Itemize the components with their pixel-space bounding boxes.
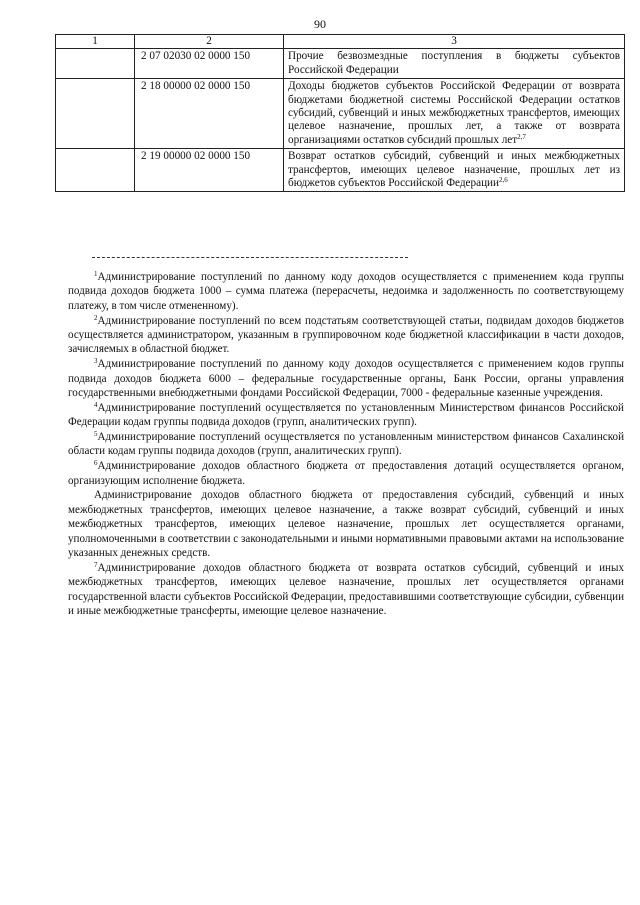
row-code-cell: 2 18 00000 02 0000 150 bbox=[135, 79, 284, 149]
footnote-7 bbox=[68, 561, 624, 619]
footnote-mark: 1 bbox=[94, 270, 98, 278]
column-header-2: 2 bbox=[135, 35, 284, 49]
row-description-cell bbox=[284, 49, 625, 79]
table-row bbox=[56, 49, 625, 79]
row-code-cell: 2 07 02030 02 0000 150 bbox=[135, 49, 284, 79]
footnote-mark: 4 bbox=[94, 400, 98, 409]
row-description-cell bbox=[284, 149, 625, 192]
footnote-text: Администрирование доходов областного бюджета от предоставления дотаций осуществляется органом, организующим исполнение бюджета. bbox=[68, 460, 624, 487]
row-admin-cell bbox=[56, 79, 135, 149]
row-description-text: Прочие безвозмездные поступления в бюджеты субъектов Российской Федерации bbox=[288, 50, 620, 76]
column-header-1: 1 bbox=[56, 35, 135, 49]
footnote-text: Администрирование доходов областного бюджета от возврата остатков субсидий, субвенций и иных межбюджетных трансфертов, имеющих целевое назначение, прошлых лет осуществляется органами государственной власти субъектов Российской Федерации, предоставившими соответствующие субсидии, субвенции и иные межбюджетные трансферты, имеющие целевое назначение. bbox=[68, 561, 625, 618]
footnote-text: Администрирование поступлений осуществляется по установленным Министерством финансов Российской Федерации кодам группы подвида доходов (групп, аналитических групп). bbox=[68, 401, 624, 429]
footnote-2 bbox=[68, 314, 624, 357]
row-footnote-ref: 2,6 bbox=[499, 176, 508, 185]
footnote-6-continuation bbox=[68, 488, 624, 560]
table-row bbox=[56, 149, 625, 192]
footnote-4 bbox=[68, 401, 624, 430]
table-header-row bbox=[56, 35, 625, 49]
table-row bbox=[56, 79, 625, 149]
row-footnote-ref: 2,7 bbox=[517, 132, 526, 141]
footnote-text: Администрирование поступлений осуществляется по установленным министерством финансов Сахалинской области кодам группы подвида доходов (групп, аналитических групп). bbox=[68, 431, 624, 458]
row-description-text: Возврат остатков субсидий, субвенций и иных межбюджетных трансфертов, имеющих целевое назначение, прошлых лет из бюджетов субъектов Российской Федерации bbox=[288, 150, 620, 190]
footnote-text: Администрирование поступлений по данному коду доходов осуществляется с применением кодов группы подвида доходов бюджета 6000 – федеральные государственные органы, Банк России, органы управления государственными внебюджетными фондами Российской Федерации, 7000 - федеральные казенные учреждения. bbox=[68, 358, 624, 400]
column-header-3: 3 bbox=[284, 35, 625, 49]
row-code-cell: 2 19 00000 02 0000 150 bbox=[135, 149, 284, 192]
page-number: 90 bbox=[314, 17, 326, 31]
footnote-6 bbox=[68, 459, 624, 488]
revenue-codes-table bbox=[55, 34, 625, 192]
row-description-text: Доходы бюджетов субъектов Российской Федерации от возврата бюджетами бюджетной системы Российской Федерации остатков субсидий, субвенций и иных межбюджетных трансфертов, имеющих целевое назначение, прошлых лет, а также от возврата организациями остатков субсидий прошлых лет bbox=[288, 80, 620, 146]
footnote-5 bbox=[68, 430, 624, 459]
footnotes bbox=[68, 270, 624, 619]
footnote-text: Администрирование доходов областного бюджета от предоставления субсидий, субвенций и иных межбюджетных трансфертов, имеющих целевое назначение, а также возврат субсидий, субвенций и иных межбюджетных трансфертов, имеющих целевое назначение, прошлых лет осуществляется органами, уполномоченными в соответствии с законодательными и иными нормативными правовыми актами на использование указанных денежных средств. bbox=[68, 489, 624, 560]
footnote-1 bbox=[68, 270, 624, 313]
footnote-mark: 2 bbox=[94, 313, 98, 322]
footnote-separator bbox=[92, 257, 408, 258]
footnote-mark: 3 bbox=[94, 357, 98, 366]
footnote-text: Администрирование поступлений по всем подстатьям соответствующей статьи, подвидам доходов бюджетов осуществляется администратором, указанным в группировочном коде бюджетной классификации в части доходов, зачисляемых в областной бюджет. bbox=[68, 314, 624, 356]
footnote-text: Администрирование поступлений по данному коду доходов осуществляется с применением кода группы подвида доходов бюджета 1000 – сумма платежа (перерасчеты, недоимка и задолженность по соответствующему платежу, в том числе отмененному). bbox=[68, 271, 624, 312]
footnote-3 bbox=[68, 357, 624, 400]
footnote-mark: 6 bbox=[94, 459, 98, 468]
footnote-mark: 7 bbox=[94, 560, 98, 569]
row-admin-cell bbox=[56, 49, 135, 79]
footnote-mark: 5 bbox=[94, 430, 98, 439]
row-admin-cell bbox=[56, 149, 135, 192]
row-description-cell bbox=[284, 79, 625, 149]
